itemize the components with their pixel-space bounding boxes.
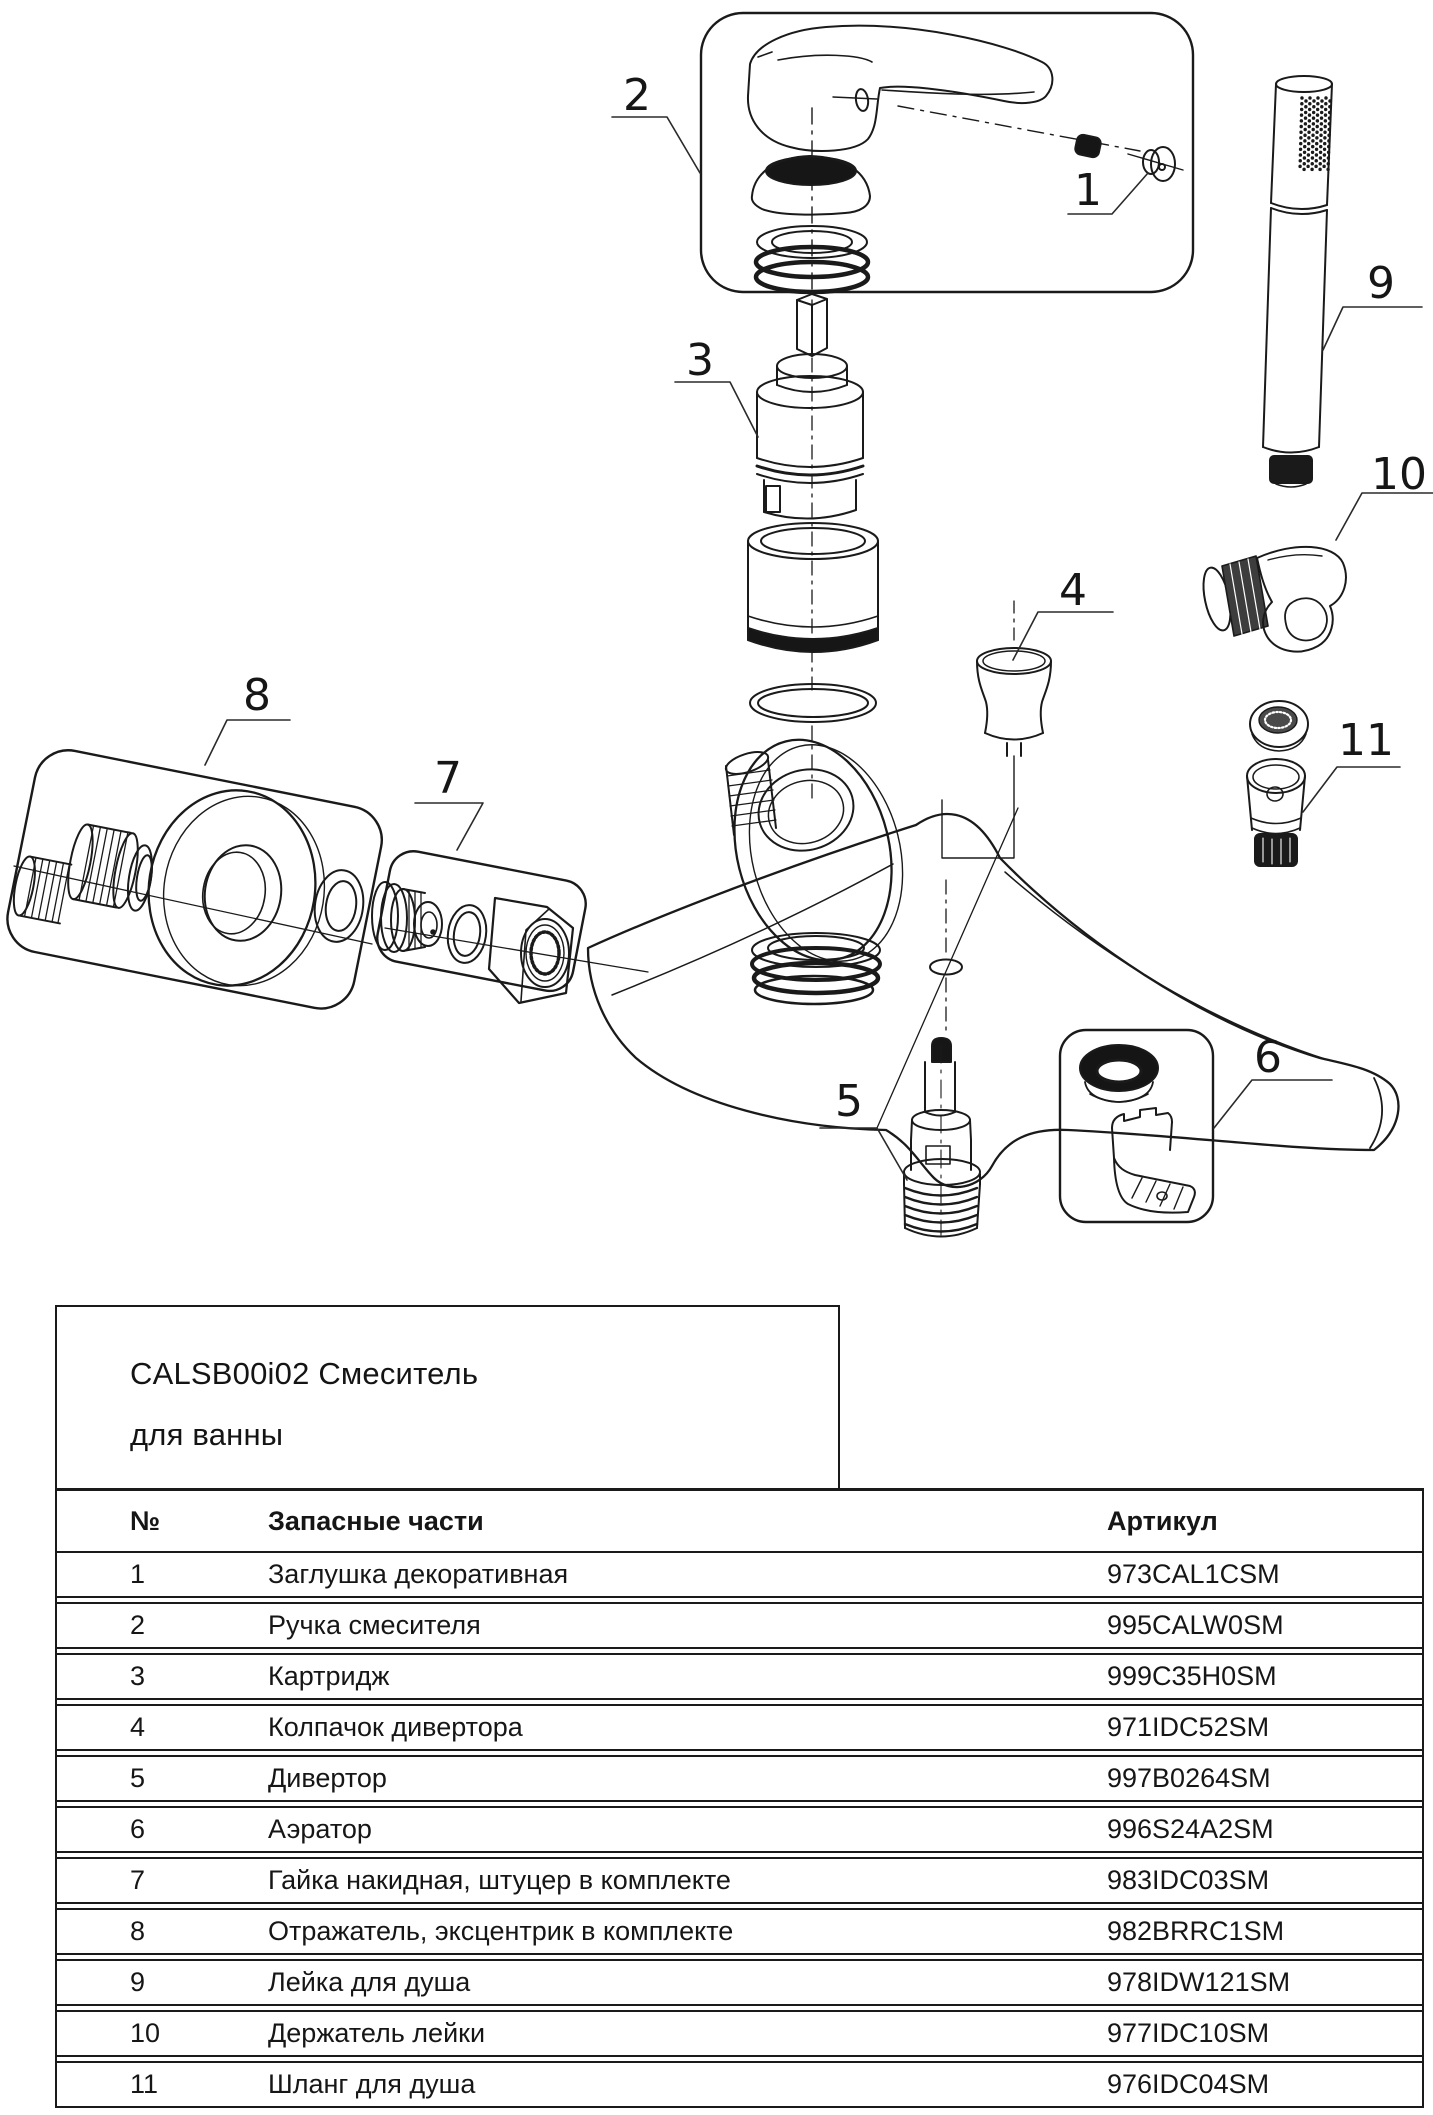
table-row: [57, 1959, 1422, 2006]
row-part-name: Дивертор: [268, 1763, 387, 1793]
row-part-name: Заглушка декоративная: [268, 1559, 569, 1589]
row-part-name: Гайка накидная, штуцер в комплекте: [268, 1865, 731, 1895]
row-num: 1: [130, 1559, 146, 1589]
diverter-cap-drawing: [942, 598, 1051, 858]
row-article: 982BRRC1SM: [1107, 1916, 1285, 1946]
part-label-1: 1: [1074, 165, 1102, 216]
row-part-name: Картридж: [268, 1661, 390, 1691]
reflector-group-box: [1, 744, 387, 1014]
row-part-name: Шланг для душа: [268, 2069, 476, 2099]
part-label-10: 10: [1371, 449, 1427, 500]
col-header-num: №: [130, 1505, 161, 1536]
part-label-2: 2: [623, 70, 651, 121]
table-row: [57, 2010, 1422, 2057]
table-row: [57, 1553, 1422, 1598]
product-title-line2: для ванны: [130, 1417, 284, 1452]
eccentric-reflector-drawing: [10, 778, 372, 998]
row-num: 10: [130, 2018, 161, 2048]
table-row: [57, 1755, 1422, 1802]
handle-dome-cap-drawing: [752, 156, 870, 215]
row-article: 976IDC04SM: [1107, 2069, 1270, 2099]
part-label-4: 4: [1059, 565, 1087, 616]
row-article: 977IDC10SM: [1107, 2018, 1270, 2048]
row-num: 6: [130, 1814, 146, 1844]
table-row: [57, 1806, 1422, 1853]
row-num: 4: [130, 1712, 146, 1742]
spare-parts-table: [55, 1488, 1424, 2108]
table-row: [57, 1704, 1422, 1751]
part-label-5: 5: [835, 1076, 863, 1127]
part-label-6: 6: [1254, 1032, 1282, 1083]
row-num: 7: [130, 1865, 146, 1895]
table-row: [57, 2061, 1422, 2106]
table-header-row: [57, 1491, 1422, 1553]
row-part-name: Лейка для душа: [268, 1967, 471, 1997]
row-num: 2: [130, 1610, 146, 1640]
col-header-part: Запасные части: [268, 1505, 484, 1536]
row-part-name: Держатель лейки: [268, 2018, 486, 2048]
part-label-11: 11: [1338, 715, 1394, 766]
row-article: 978IDW121SM: [1107, 1967, 1291, 1997]
faucet-body-drawing: [588, 814, 1398, 1187]
shower-holder-drawing: [1199, 547, 1346, 652]
aerator-drawing: [1080, 1045, 1195, 1213]
nut-group-box: [373, 847, 590, 995]
diverter-drawing: [877, 808, 1018, 1237]
row-part-name: Отражатель, эксцентрик в комплекте: [268, 1916, 734, 1946]
col-header-article: Артикул: [1107, 1505, 1218, 1536]
hand-shower-drawing: [1263, 76, 1332, 487]
shower-hose-drawing: [1247, 701, 1308, 866]
row-num: 5: [130, 1763, 146, 1793]
table-row: [57, 1653, 1422, 1700]
table-row: [57, 1857, 1422, 1904]
part-label-9: 9: [1367, 258, 1395, 309]
table-row: [57, 1908, 1422, 1955]
row-article: 997B0264SM: [1107, 1763, 1271, 1793]
part-label-7: 7: [434, 753, 462, 804]
row-num: 3: [130, 1661, 146, 1691]
row-part-name: Колпачок дивертора: [268, 1712, 523, 1742]
row-article: 995CALW0SM: [1107, 1610, 1284, 1640]
row-num: 9: [130, 1967, 146, 1997]
row-part-name: Ручка смесителя: [268, 1610, 481, 1640]
row-article: 973CAL1CSM: [1107, 1559, 1280, 1589]
part-label-3: 3: [686, 335, 714, 386]
row-article: 983IDC03SM: [1107, 1865, 1270, 1895]
table-row: [57, 1602, 1422, 1649]
part-label-8: 8: [243, 670, 271, 721]
row-article: 971IDC52SM: [1107, 1712, 1270, 1742]
product-title-box: [55, 1305, 840, 1488]
row-num: 11: [130, 2069, 159, 2099]
row-article: 999C35H0SM: [1107, 1661, 1277, 1691]
product-title-line1: CALSB00i02 Смеситель: [130, 1356, 479, 1391]
row-part-name: Аэратор: [268, 1814, 372, 1844]
row-num: 8: [130, 1916, 146, 1946]
cartridge-drawing: [748, 294, 878, 722]
row-article: 996S24A2SM: [1107, 1814, 1274, 1844]
